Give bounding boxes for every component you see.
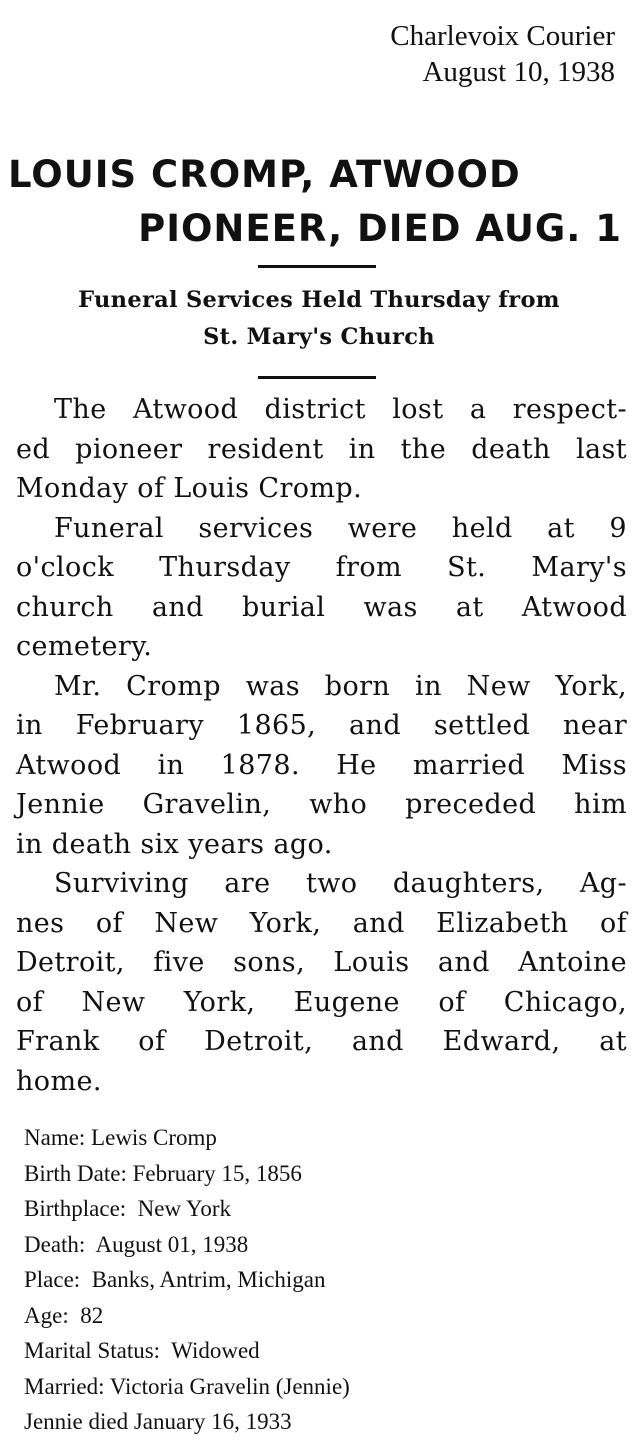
headline	[8, 148, 628, 256]
article-line: in death six years ago.	[16, 828, 333, 860]
genealogy-record	[24, 1120, 350, 1440]
article-line: Jennie Gravelin, who preceded him	[16, 789, 627, 820]
record-marital-status: Marital Status: Widowed	[24, 1338, 260, 1363]
record-birthplace: Birthplace: New York	[24, 1196, 231, 1221]
article-line: in February 1865, and settled near	[16, 710, 627, 741]
article-line: nes of New York, and Elizabeth of	[16, 907, 627, 939]
article-paragraph	[16, 390, 627, 509]
article-line: of New York, Eugene of Chicago,	[16, 986, 627, 1018]
record-married: Married: Victoria Gravelin (Jennie)	[24, 1373, 350, 1399]
divider-rule-top	[258, 265, 376, 268]
record-age: Age: 82	[24, 1302, 104, 1328]
subheadline-line-2: St. Mary's Church	[203, 324, 435, 350]
headline-line-1: LOUIS CROMP, ATWOOD	[8, 153, 521, 196]
article-line: Detroit, five sons, Louis and Antoine	[16, 947, 627, 978]
record-place: Place: Banks, Antrim, Michigan	[24, 1267, 326, 1292]
publication-date: August 10, 1938	[422, 56, 615, 88]
article-line: Atwood in 1878. He married Miss	[16, 749, 627, 781]
article-line: o'clock Thursday from St. Mary's	[16, 552, 627, 583]
divider-rule-bottom	[258, 376, 376, 379]
headline-line-2: PIONEER, DIED AUG. 1	[138, 207, 622, 250]
article-line: Surviving are two daughters, Ag-	[54, 868, 627, 899]
subheadline-line-1: Funeral Services Held Thursday from	[78, 287, 560, 313]
record-birth-date: Birth Date: February 15, 1856	[24, 1160, 302, 1186]
article-line: Mr. Cromp was born in New York,	[54, 670, 627, 702]
newspaper-name: Charlevoix Courier	[390, 20, 615, 52]
source-citation	[390, 18, 615, 90]
article-line: The Atwood district lost a respect-	[54, 394, 627, 425]
article-body	[16, 390, 627, 1101]
subheadline	[8, 282, 630, 356]
article-line: Funeral services were held at 9	[54, 512, 627, 544]
record-death: Death: August 01, 1938	[24, 1231, 249, 1257]
article-paragraph	[16, 667, 627, 865]
article-paragraph	[16, 864, 627, 1101]
record-spouse-death: Jennie died January 16, 1933	[24, 1409, 292, 1434]
article-line: ed pioneer resident in the death last	[16, 433, 627, 465]
article-line: Frank of Detroit, and Edward, at	[16, 1026, 627, 1057]
article-line: cemetery.	[16, 631, 153, 662]
article-line: Monday of Louis Cromp.	[16, 473, 363, 504]
article-paragraph	[16, 509, 627, 667]
article-line: church and burial was at Atwood	[16, 591, 627, 623]
article-line: home.	[16, 1065, 102, 1097]
record-name: Name: Lewis Cromp	[24, 1125, 217, 1150]
